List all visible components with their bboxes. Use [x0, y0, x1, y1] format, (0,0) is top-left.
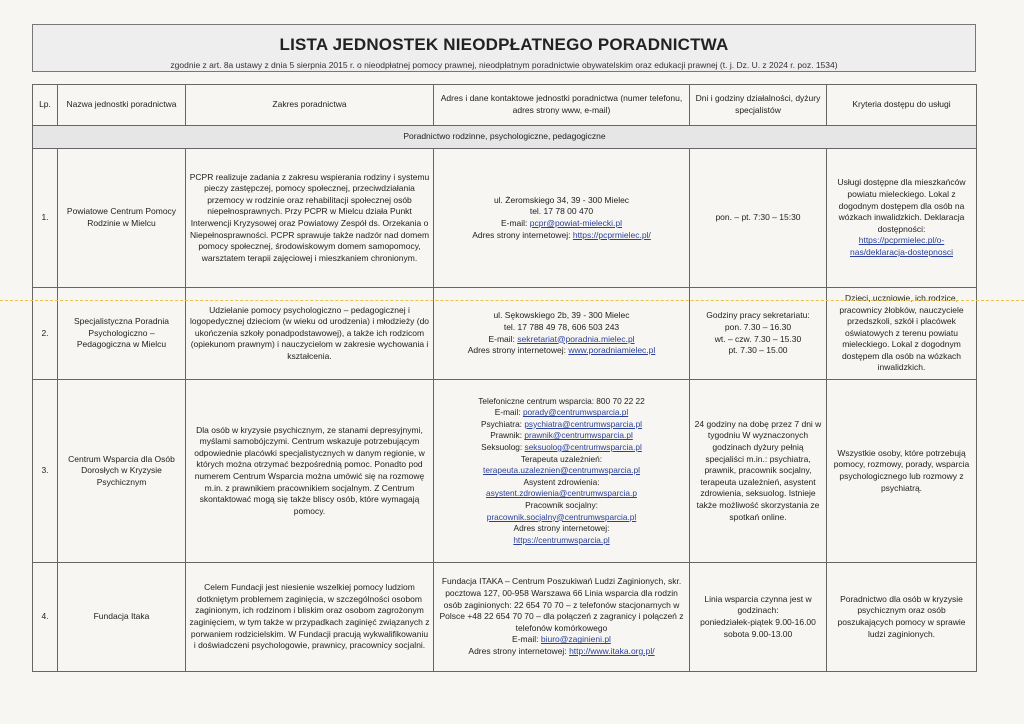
row-contact [434, 149, 690, 288]
accessibility-declaration-link[interactable]: https://pcprmielec.pl/o-nas/deklaracja-dostepnosci [849, 235, 953, 257]
row-contact [434, 288, 690, 380]
contact-lawyer-label: Prawnik: [490, 430, 523, 441]
table-row [33, 149, 977, 288]
contact-email-label: E-mail: [512, 634, 539, 645]
contact-address: ul. Sękowskiego 2b, 39 - 300 Mielec [493, 310, 630, 321]
contact-lawyer-link[interactable]: prawnik@centrumwsparcia.pl [524, 430, 633, 441]
section-title: Poradnictwo rodzinne, psychologiczne, pedagogiczne [33, 126, 977, 149]
contact-www-line [437, 230, 686, 242]
contact-www-link[interactable]: http://www.itaka.org.pl/ [569, 645, 655, 656]
contact-phone: Telefoniczne centrum wsparcia: 800 70 22 22 [478, 395, 645, 406]
contact-www-line [437, 345, 686, 357]
contact-addiction-label: Terapeuta uzależnień: [520, 453, 603, 464]
row-criteria: Poradnictwo dla osób w kryzysie psychicznym oraz osób poszukających pomocy w sprawie ludzi zaginionych. [827, 563, 977, 672]
contact-www-link[interactable]: https://pcprmielec.pl/ [572, 229, 651, 240]
column-header-criteria: Kryteria dostępu do usługi [827, 85, 977, 126]
contact-sexologist-line [437, 442, 686, 454]
row-lp: 2. [33, 288, 58, 380]
hours-line: Godziny pracy sekretariatu: [706, 310, 810, 321]
table-row [33, 380, 977, 563]
row-hours [690, 288, 827, 380]
hours-line: pon. 7.30 – 16.30 [724, 321, 792, 332]
contact-email-link[interactable]: pcpr@powiat-mielecki.pl [529, 218, 623, 228]
column-header-scope: Zakres poradnictwa [186, 85, 434, 126]
row-unit-name: Centrum Wsparcia dla Osób Dorosłych w Kryzysie Psychicznym [58, 380, 186, 563]
row-hours: pon. – pt. 7:30 – 15:30 [690, 149, 827, 288]
row-scope: Celem Fundacji jest niesienie wszelkiej pomocy ludziom dotkniętym problemem zaginięcia, w szczególności osobom zaginionym, ich rodzinom i bliskim oraz osobom zagrożonym zaginięciem, w tym także w przypadkach zaginięć związanych z porwaniem rodzicielskim. W Fundacji pracują wykwalifikowaniu i doświadczeni psychologowie, prawnicy, pracownicy socjalni. [186, 563, 434, 672]
contact-health-link[interactable]: asystent.zdrowienia@centrumwsparcia.p [486, 488, 637, 499]
row-hours: 24 godziny na dobę przez 7 dni w tygodniu W wyznaczonych godzinach dyżury pełnią specjaliści m.in.: psychiatra, prawnik, pracownik socjalny, terapeuta uzależnień, asystent zdrowienia, seksuolog. Istnieje także możliwość skorzystania ze spotkań online. [690, 380, 827, 563]
contact-lawyer-line [437, 430, 686, 442]
row-scope: PCPR realizuje zadania z zakresu wspierania rodziny i systemu pieczy zastępczej, pomocy społecznej, przeciwdziałania przemocy w rodzinie oraz rehabilitacji społecznej osób niepełnosprawnych. Przy PCPR w Mielcu działa Punkt Interwencji Kryzysowej oraz Powiatowy Zespół ds. Orzekania o Niepełnosprawności. PCPR sprawuje także nadzór nad domem pomocy społecznej, środowiskowym domem samopomocy, warsztatem terapii zajęciowej i mieszkaniem chronionym. [186, 149, 434, 288]
contact-social-label: Pracownik socjalny: [525, 499, 598, 510]
row-criteria: Wszystkie osoby, które potrzebują pomocy, rozmowy, porady, wsparcia psychologicznego lub rozmowy z psychiatrą. [827, 380, 977, 563]
row-scope: Udzielanie pomocy psychologiczno – pedagogicznej i logopedycznej dzieciom (w wieku od urodzenia) i młodzieży (do ukończenia szkoły ponadpodstawowej), a także ich rodzicom (opiekunom prawnym) i nauczycielom w zakresie wychowania i kształcenia. [186, 288, 434, 380]
contact-health-label: Asystent zdrowienia: [523, 476, 600, 487]
contact-email-line [437, 334, 686, 346]
row-hours [690, 563, 827, 672]
contact-email-label: E-mail: [494, 407, 521, 418]
contact-www-link[interactable]: https://centrumwsparcia.pl [513, 534, 610, 545]
contact-www-label: Adres strony internetowej: [472, 229, 571, 240]
contact-email-link[interactable]: porady@centrumwsparcia.pl [522, 407, 629, 418]
contact-www-link[interactable]: www.poradniamielec.pl [568, 345, 656, 356]
contact-address: ul. Żeromskiego 34, 39 - 300 Mielec [493, 194, 630, 205]
row-lp: 1. [33, 149, 58, 288]
contact-www-label: Adres strony internetowej: [468, 645, 567, 656]
row-scope: Dla osób w kryzysie psychicznym, ze stanami depresyjnymi, myślami samobójczymi. Centrum wskazuje potrzebującym odpowiednie placówki specjalistycznych w danym regionie, w których można otrzymać bezpośrednią pomoc. Ponadto pod numerem Centrum Wsparcia można umówić się na rozmowę m.in. z prawnikiem pracownikiem socjalnym. Z Centrum skontaktować mogą się także bliscy osób, które wymagają pomocy. [186, 380, 434, 563]
row-criteria [827, 149, 977, 288]
table-row [33, 288, 977, 380]
contact-psychiatrist-link[interactable]: psychiatra@centrumwsparcia.pl [524, 418, 643, 429]
contact-email-line [437, 634, 686, 646]
column-header-name: Nazwa jednostki poradnictwa [58, 85, 186, 126]
contact-psychiatrist-line [437, 419, 686, 431]
column-header-lp: Lp. [33, 85, 58, 126]
contact-www-label: Adres strony internetowej: [467, 345, 566, 356]
row-unit-name: Fundacja Itaka [58, 563, 186, 672]
row-criteria: Dzieci, uczniowie, ich rodzice, pracownicy żłobków, nauczyciele przedszkoli, szkół i placówek oświatowych z terenu powiatu mieleckiego. Lokal z dogodnym dostępem dla osób na wózkach inwalidzkich. [827, 288, 977, 380]
column-header-hours: Dni i godziny działalności, dyżury specjalistów [690, 85, 827, 126]
contact-www-label: Adres strony internetowej: [513, 523, 610, 534]
page-title: LISTA JEDNOSTEK NIEODPŁATNEGO PORADNICTWA [279, 35, 729, 54]
section-row [33, 126, 977, 149]
row-contact [434, 563, 690, 672]
contact-sexologist-label: Seksuolog: [481, 442, 523, 453]
row-contact [434, 380, 690, 563]
column-header-contact: Adres i dane kontaktowe jednostki poradnictwa (numer telefonu, adres strony www, e-mail) [434, 85, 690, 126]
contact-www-line [437, 646, 686, 658]
hours-line: sobota 9.00-13.00 [723, 628, 793, 639]
contact-email-link[interactable]: biuro@zaginieni.pl [540, 634, 611, 645]
contact-email-link[interactable]: sekretariat@poradnia.mielec.pl [517, 333, 635, 344]
hours-line: pt. 7.30 – 15.00 [728, 345, 788, 356]
fold-line [0, 300, 1024, 301]
hours-line: poniedziałek-piątek 9.00-16.00 [700, 617, 816, 627]
row-unit-name: Powiatowe Centrum Pomocy Rodzinie w Mielcu [58, 149, 186, 288]
contact-email-line [437, 218, 686, 230]
contact-text: Fundacja ITAKA – Centrum Poszukiwań Ludzi Zaginionych, skr. pocztowa 127, 00-958 Warszawa 66 Linia wsparcia dla rodzin osób zaginionych: 22 654 70 70 – z telefonów stacjonarnych w Polsce +48 22 654 70 70 – dla połączeń z zagranicy i połączeń z telefonów komórkowego [439, 576, 684, 633]
table-row [33, 563, 977, 672]
page-subtitle: zgodnie z art. 8a ustawy z dnia 5 sierpnia 2015 r. o nieodpłatnej pomocy prawnej, nieodpłatnym poradnictwie obywatelskim oraz edukacji prawnej (t. j. Dz. U. z 2024 r. poz. 1534) [170, 60, 838, 70]
row-lp: 3. [33, 380, 58, 563]
criteria-text: Usługi dostępne dla mieszkańców powiatu mieleckiego. Lokal z dogodnym dostępem dla osób na wózkach inwalidzkich. Deklaracja dostępności: [837, 177, 966, 234]
contact-sexologist-link[interactable]: seksuolog@centrumwsparcia.pl [524, 442, 642, 453]
contact-phone: tel. 17 78 00 470 [529, 206, 594, 217]
title-box [32, 24, 976, 72]
contact-psychiatrist-label: Psychiatra: [480, 418, 522, 429]
table-header-row [33, 85, 977, 126]
contact-email-line [437, 407, 686, 419]
contact-email-label: E-mail: [500, 218, 528, 228]
row-lp: 4. [33, 563, 58, 672]
contact-phone: tel. 17 788 49 78, 606 503 243 [503, 321, 620, 332]
contact-email-label: E-mail: [488, 333, 515, 344]
hours-line: Linia wsparcia czynna jest w godzinach: [704, 593, 812, 616]
contact-social-link[interactable]: pracownik.socjalny@centrumwsparcia.pl [486, 511, 637, 522]
contact-addiction-link[interactable]: terapeuta.uzaleznien@centrumwsparcia.pl [483, 465, 640, 476]
row-unit-name: Specjalistyczna Poradnia Psychologiczno – Pedagogiczna w Mielcu [58, 288, 186, 380]
counseling-units-table [32, 84, 977, 672]
hours-line: wt. – czw. 7.30 – 15.30 [714, 333, 802, 344]
